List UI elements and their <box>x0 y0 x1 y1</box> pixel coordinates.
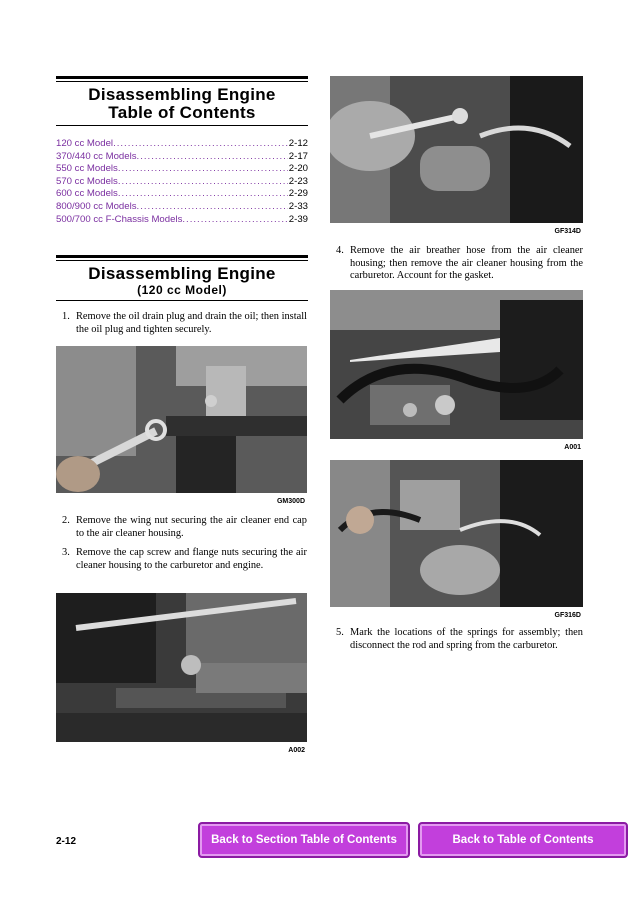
toc-leader <box>118 188 288 199</box>
step-text: Remove the oil drain plug and drain the oil; then install the oil plug and tighten securely. <box>76 311 307 335</box>
toc-item-page: 2-12 <box>288 138 308 149</box>
toc-item-label[interactable]: 550 cc Models <box>56 163 118 175</box>
caption-bar <box>56 742 307 755</box>
toc-leader <box>137 151 288 162</box>
photo-graphic <box>330 460 583 620</box>
photo-graphic <box>56 593 307 755</box>
toc-item-page: 2-20 <box>288 163 308 175</box>
step-text: Remove the wing nut securing the air cleaner end cap to the air cleaner housing. <box>76 515 307 539</box>
toc-item[interactable] <box>56 138 308 151</box>
photo-caption: A001 <box>564 444 581 451</box>
toc-title-line2: Table of Contents <box>108 103 256 122</box>
toc-leader <box>137 201 288 212</box>
photo-caption: GF316D <box>554 612 581 619</box>
step-number: 3. <box>62 547 70 558</box>
page-number: 2-12 <box>56 836 77 847</box>
toc-leader <box>118 163 288 174</box>
toc-item[interactable] <box>56 176 308 189</box>
section-title: Disassembling Engine <box>88 264 276 283</box>
toc-item-label[interactable]: 570 cc Models <box>56 175 118 187</box>
caption-bar <box>330 223 583 236</box>
photo-graphic <box>330 290 583 452</box>
toc-list <box>56 138 308 226</box>
photo-graphic <box>330 76 583 236</box>
toc-item-page: 2-39 <box>288 213 308 225</box>
step-text: Remove the air breather hose from the air cleaner housing; then remove the air cleaner housing from the carburetor. Account for the gasket. <box>350 245 583 282</box>
toc-item-page: 2-17 <box>288 150 308 162</box>
toc-item[interactable] <box>56 214 308 227</box>
photo-caption: GM300D <box>276 498 305 505</box>
toc-item-page: 2-29 <box>288 188 308 200</box>
step-number: 1. <box>62 311 70 322</box>
toc-leader <box>113 138 288 149</box>
photo-caption: A002 <box>288 747 305 754</box>
back-to-section-toc-button[interactable]: Back to Section Table of Contents <box>198 822 410 858</box>
toc-title-line1: Disassembling Engine <box>88 85 276 104</box>
step-4 <box>336 245 583 283</box>
toc-item[interactable] <box>56 151 308 164</box>
step-2 <box>62 515 307 540</box>
header-rule-bottom <box>56 125 308 126</box>
toc-item-label[interactable]: 370/440 cc Models <box>56 150 137 162</box>
header-rule-bottom <box>56 300 308 301</box>
photo-air-cleaner-housing <box>56 593 307 755</box>
caption-bar <box>330 607 583 620</box>
step-text: Mark the locations of the springs for assembly; then disconnect the rod and spring from the carburetor. <box>350 627 583 651</box>
photo-carburetor <box>330 290 583 452</box>
header-rule <box>56 76 308 82</box>
step-1 <box>62 311 307 336</box>
step-number: 5. <box>336 627 344 638</box>
toc-leader <box>182 214 287 225</box>
step-3 <box>62 547 307 572</box>
photo-air-breather-hose <box>330 76 583 236</box>
photo-caption: GF314D <box>554 228 581 235</box>
toc-leader <box>118 176 288 187</box>
photo-graphic <box>56 346 307 506</box>
toc-item[interactable] <box>56 163 308 176</box>
toc-item[interactable] <box>56 201 308 214</box>
caption-bar <box>56 493 307 506</box>
toc-item-label[interactable]: 120 cc Model <box>56 138 114 149</box>
toc-item[interactable] <box>56 188 308 201</box>
toc-header <box>56 76 308 126</box>
toc-item-label[interactable]: 500/700 cc F-Chassis Models <box>56 213 183 225</box>
step-number: 2. <box>62 515 70 526</box>
toc-item-page: 2-23 <box>288 175 308 187</box>
step-number: 4. <box>336 245 344 256</box>
section-subtitle: (120 cc Model) <box>137 283 227 297</box>
header-rule <box>56 255 308 261</box>
toc-item-label[interactable]: 600 cc Models <box>56 188 118 200</box>
toc-item-page: 2-33 <box>288 200 308 212</box>
toc-item-label[interactable]: 800/900 cc Models <box>56 200 137 212</box>
back-to-toc-button[interactable]: Back to Table of Contents <box>418 822 628 858</box>
photo-oil-drain-plug <box>56 346 307 506</box>
step-5 <box>336 627 583 652</box>
caption-bar <box>330 439 583 452</box>
section-header <box>56 255 308 301</box>
step-text: Remove the cap screw and flange nuts securing the air cleaner housing to the carburetor and engine. <box>76 547 307 571</box>
photo-rod-and-spring <box>330 460 583 620</box>
